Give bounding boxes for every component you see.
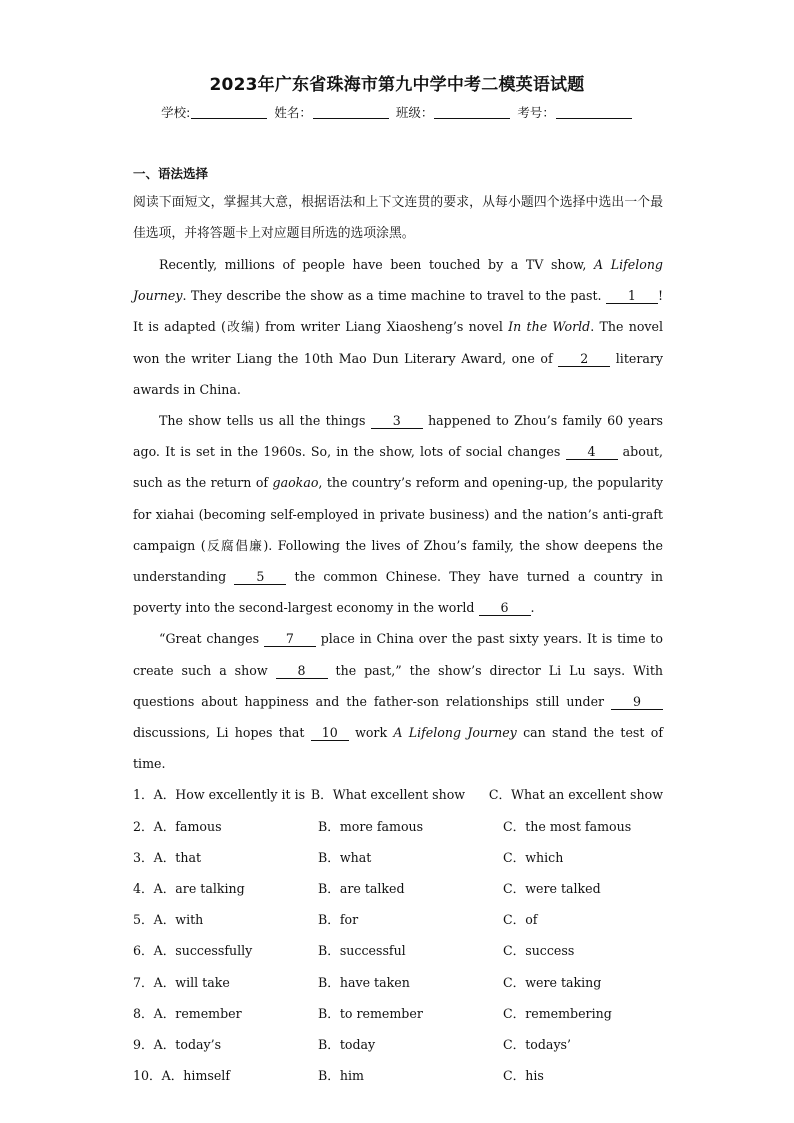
options-row: [133, 998, 663, 1029]
text: ! It is adapted (改编) from writer Liang Xiaosheng’s novel: [133, 288, 663, 335]
text: The show tells us all the things: [159, 413, 371, 429]
option-c: C．What an excellent show: [488, 787, 663, 803]
option-a: 9．A．today’s: [133, 1036, 222, 1052]
text: happened to Zhou’s family 60 years ago. It is set in the 1960s. So, in the show, lots of social changes: [133, 413, 663, 460]
page-title: 2023年广东省珠海市第九中学中考二模英语试题: [209, 75, 585, 95]
option-b: B．today: [318, 1036, 376, 1052]
text: about, such as the return of: [133, 444, 663, 491]
passage-paragraph-2: [133, 405, 663, 623]
blank-4: 4: [566, 445, 618, 460]
options-row: [133, 873, 663, 904]
blank-8: 8: [276, 664, 328, 679]
text: the common Chinese. They have turned a country in poverty into the second-largest economy in the world: [133, 569, 663, 616]
name-label: 姓名：: [274, 105, 312, 120]
name-blank: [313, 106, 389, 119]
option-a: 3．A．that: [133, 849, 202, 865]
text: can stand the test of time.: [133, 725, 663, 772]
option-c: C．which: [503, 849, 564, 865]
option-c: C．his: [503, 1068, 544, 1084]
options-row: [133, 1029, 663, 1060]
passage-paragraph-3: [133, 623, 663, 779]
text: . They describe the show as a time machine to travel to the past.: [182, 288, 606, 304]
text: . The novel won the writer Liang the 10th Mao Dun Literary Award, one of: [133, 319, 663, 366]
option-b: B．successful: [318, 943, 406, 959]
options-row: [133, 967, 663, 998]
text: , the country’s reform and opening-up, the popularity for xiahai (becoming self-employed in private business) and the nation’s anti-graft campaign (反腐倡廉). Following the lives of Zhou’s family, the show deepens the understanding: [133, 475, 663, 585]
exam-number-label: 考号：: [517, 105, 555, 120]
option-b: B．what: [318, 849, 372, 865]
option-b: B．are talked: [318, 881, 405, 897]
option-a: 1．A．How excellently it is: [133, 787, 306, 803]
gaokao-term: gaokao: [272, 475, 319, 491]
school-blank: [191, 106, 267, 119]
blank-3: 3: [371, 414, 423, 429]
options-row: [133, 1060, 663, 1091]
option-a: 2．A．famous: [133, 818, 222, 834]
options-list: [133, 779, 663, 1091]
passage-paragraph-1: [133, 249, 663, 405]
text: the past,” the show’s director Li Lu says. With questions about happiness and the father-son relationships still under: [133, 662, 663, 709]
class-blank: [434, 106, 510, 119]
option-c: C．were taking: [503, 974, 602, 990]
options-row: [133, 935, 663, 966]
blank-10: 10: [311, 726, 349, 741]
option-c: C．were talked: [503, 881, 601, 897]
options-row: [133, 779, 663, 810]
student-info-line: [0, 103, 794, 121]
option-c: C．of: [503, 912, 538, 928]
blank-6: 6: [479, 601, 531, 616]
show-title: A Lifelong Journey: [133, 257, 663, 304]
exam-body: [133, 160, 663, 1091]
option-c: C．remembering: [503, 1005, 612, 1021]
option-a: 6．A．successfully: [133, 943, 253, 959]
option-b: B．him: [318, 1068, 364, 1084]
option-a: 8．A．remember: [133, 1005, 242, 1021]
section-instruction: 阅读下面短文，掌握其大意，根据语法和上下文连贯的要求，从每小题四个选择中选出一个最佳选项，并将答题卡上对应题目所选的选项涂黑。: [133, 195, 663, 241]
option-c: C．success: [503, 943, 575, 959]
option-a: 10．A．himself: [133, 1068, 230, 1084]
blank-5: 5: [234, 570, 286, 585]
text: .: [530, 600, 535, 616]
novel-title: In the World: [508, 319, 591, 335]
section-heading: 一、语法选择: [133, 166, 209, 181]
show-title: A Lifelong Journey: [393, 725, 517, 741]
school-label: 学校:: [161, 105, 191, 120]
option-a: 4．A．are talking: [133, 881, 245, 897]
text: work: [348, 725, 394, 741]
blank-1: 1: [606, 289, 658, 304]
text: “Great changes: [159, 631, 264, 647]
option-c: C．the most famous: [503, 818, 632, 834]
text: discussions, Li hopes that: [133, 725, 311, 741]
option-a: 5．A．with: [133, 912, 204, 928]
option-b: B．have taken: [318, 974, 410, 990]
exam-number-blank: [556, 106, 632, 119]
text: literary awards in China.: [133, 350, 663, 397]
option-a: 7．A．will take: [133, 974, 230, 990]
blank-7: 7: [264, 632, 316, 647]
text: place in China over the past sixty years. It is time to create such a show: [133, 631, 663, 678]
options-row: [133, 811, 663, 842]
options-row: [133, 904, 663, 935]
option-b: B．for: [318, 912, 359, 928]
option-b: B．to remember: [318, 1005, 423, 1021]
options-row: [133, 842, 663, 873]
option-b: B．more famous: [318, 818, 424, 834]
text: Recently, millions of people have been touched by a TV show,: [159, 257, 595, 272]
option-c: C．todays’: [503, 1036, 572, 1052]
blank-9: 9: [611, 695, 663, 710]
blank-2: 2: [558, 352, 610, 367]
option-b: B．What excellent show: [310, 787, 466, 803]
class-label: 班级：: [395, 105, 434, 120]
